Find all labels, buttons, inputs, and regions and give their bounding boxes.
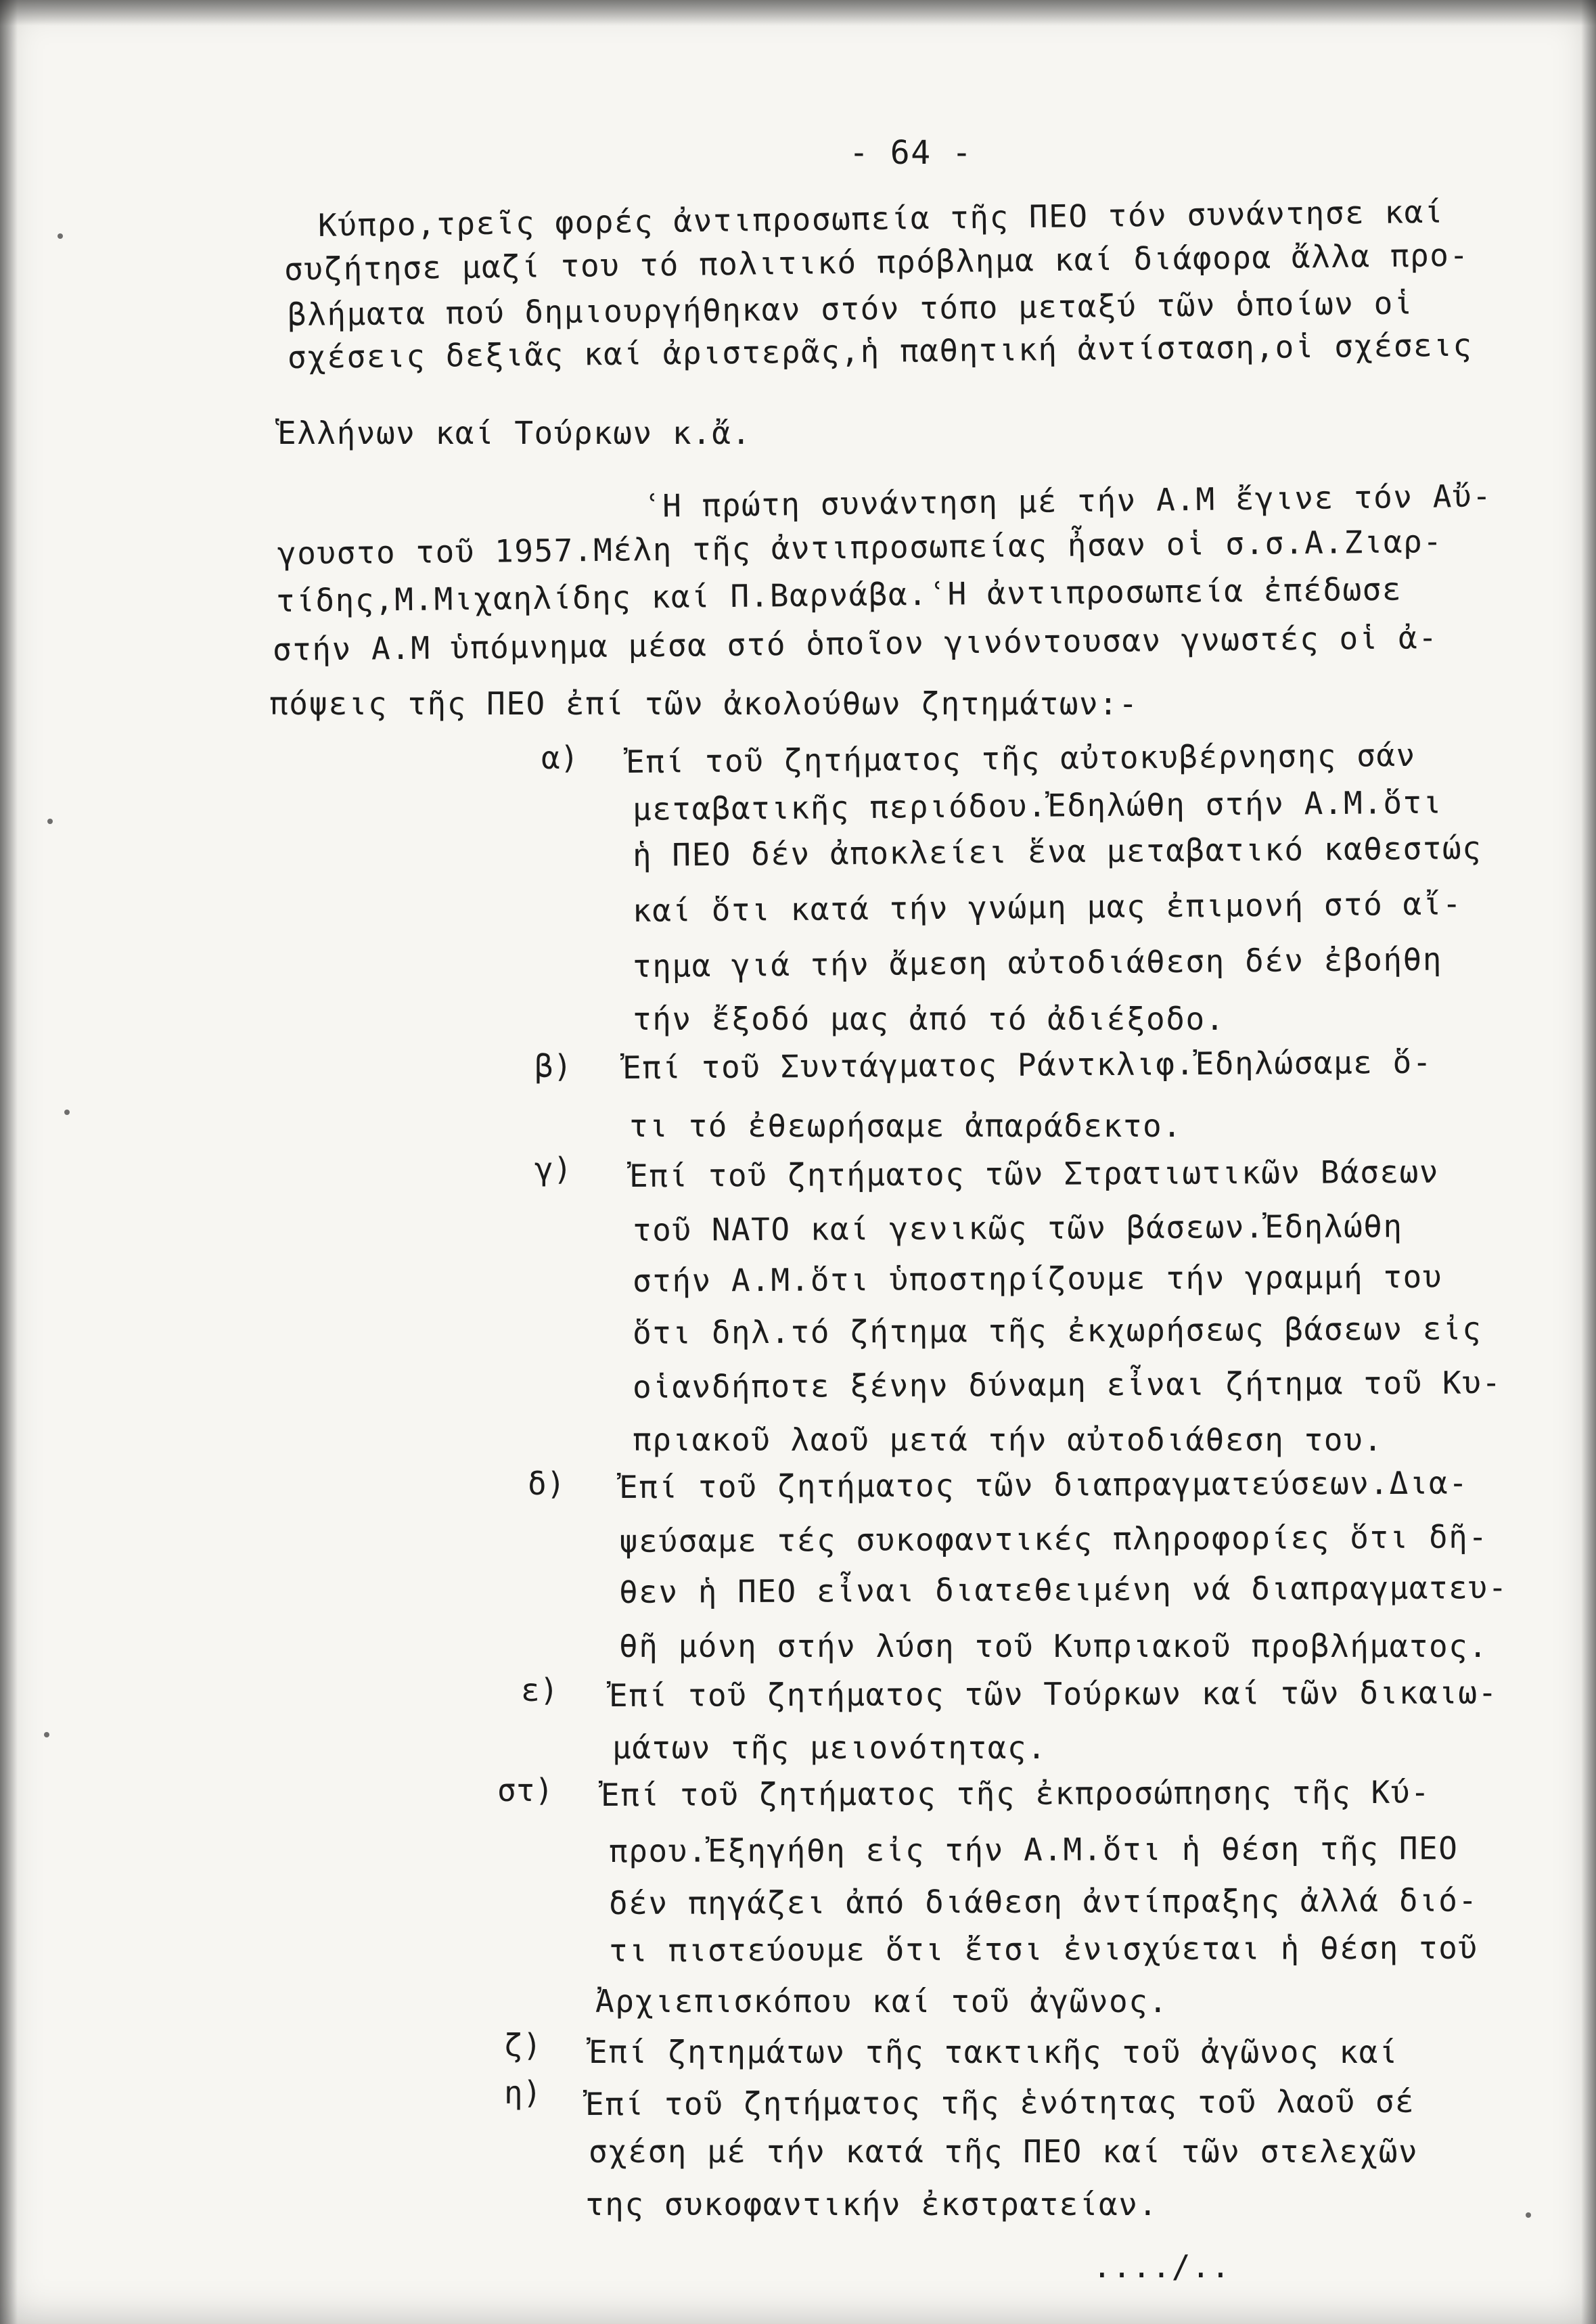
continuation-mark: ..../..	[1093, 2248, 1231, 2285]
item-line: πρου.Ἐξηγήθη εἰς τήν Α.Μ.ὅτι ἡ θέση τῆς ΠΕΟ	[608, 1829, 1459, 1869]
paragraph-line: τίδης,Μ.Μιχαηλίδης καί Π.Βαρνάβα.ʿΗ ἀντιπροσωπεία ἐπέδωσε	[275, 570, 1403, 619]
item-line: μεταβατικῆς περιόδου.Ἐδηλώθη στήν Α.Μ.ὅτι	[632, 783, 1443, 827]
intro-line: βλήματα πού δημιουργήθηκαν στόν τόπο μεταξύ τῶν ὁποίων οἱ	[287, 284, 1414, 333]
item-label: ζ)	[504, 2027, 542, 2064]
item-line: Ἐπί τοῦ ζητήματος τῆς αὐτοκυβέρνησης σάν	[625, 736, 1416, 780]
intro-line: Κύπρο,τρεῖς φορές ἀντιπροσωπεία τῆς ΠΕΟ τόν συνάντησε καί	[317, 193, 1444, 244]
item-line: Ἐπί τοῦ ζητήματος τῶν διαπραγματεύσεων.Δια-	[618, 1464, 1469, 1505]
item-label: γ)	[534, 1151, 572, 1187]
item-label: α)	[541, 739, 579, 776]
paragraph-line: γουστο τοῦ 1957.Μέλη τῆς ἀντιπροσωπείας ἦσαν οἱ σ.σ.Α.Ζιαρ-	[277, 522, 1443, 572]
item-line: πριακοῦ λαοῦ μετά τήν αὐτοδιάθεση του.	[633, 1421, 1384, 1458]
item-line: δέν πηγάζει ἀπό διάθεση ἀντίπραξης ἀλλά διό-	[608, 1882, 1478, 1921]
item-line: Ἐπί τοῦ Συντάγματος Ράντκλιφ.Ἐδηλώσαμε ὅ-	[622, 1043, 1433, 1086]
scan-shadow-right	[1581, 0, 1596, 2324]
scan-speck	[44, 1732, 49, 1737]
intro-line: σχέσεις δεξιᾶς καί ἀριστερᾶς,ἡ παθητική ἀντίσταση,οἱ σχέσεις	[287, 326, 1473, 375]
item-line: στήν Α.Μ.ὅτι ὑποστηρίζουμε τήν γραμμή του	[632, 1258, 1443, 1299]
scan-speck	[64, 1110, 70, 1115]
item-line: καί ὅτι κατά τήν γνώμη μας ἐπιμονή στό αἴ-	[632, 885, 1463, 929]
item-line: ἡ ΠΕΟ δέν ἀποκλείει ἕνα μεταβατικό καθεστώς	[632, 829, 1482, 873]
item-line: τι τό ἐθεωρήσαμε ἀπαράδεκτο.	[629, 1108, 1183, 1144]
item-line: ὅτι δηλ.τό ζήτημα τῆς ἐκχωρήσεως βάσεων εἰς	[632, 1310, 1482, 1351]
intro-line: συζήτησε μαζί του τό πολιτικό πρόβλημα καί διάφορα ἄλλα προ-	[283, 236, 1469, 288]
item-label: δ)	[528, 1465, 566, 1502]
item-line: τι πιστεύουμε ὅτι ἔτσι ἐνισχύεται ἡ θέση τοῦ	[608, 1929, 1478, 1969]
item-line: θῆ μόνη στήν λύση τοῦ Κυπριακοῦ προβλήματος.	[619, 1628, 1488, 1664]
item-line: Ἐπί τοῦ ζητήματος τῶν Στρατιωτικῶν Βάσεων	[629, 1153, 1440, 1194]
item-line: Ἐπί ζητημάτων τῆς τακτικῆς τοῦ ἀγῶνος καί	[589, 2034, 1398, 2070]
paragraph-line: ʿΗ πρώτη συνάντηση μέ τήν Α.Μ ἔγινε τόν Αὔ-	[642, 477, 1492, 524]
item-line: θεν ἡ ΠΕΟ εἶναι διατεθειμένη νά διαπραγματευ-	[618, 1569, 1508, 1610]
item-line: Ἐπί τοῦ ζητήματος τῶν Τούρκων καί τῶν δικαιω-	[608, 1674, 1498, 1714]
paragraph-line: στήν Α.Μ ὑπόμνημα μέσα στό ὁποῖον γινόντουσαν γνωστές οἱ ἀ-	[272, 618, 1438, 668]
scan-speck	[58, 233, 63, 239]
item-line: τοῦ ΝΑΤΟ καί γενικῶς τῶν βάσεων.Ἐδηλώθη	[632, 1208, 1403, 1248]
item-line: Ἐπί τοῦ ζητήματος τῆς ἑνότητας τοῦ λαοῦ σέ	[585, 2082, 1415, 2122]
item-line: τημα γιά τήν ἄμεση αὐτοδιάθεση δέν ἐβοήθη	[632, 940, 1443, 984]
item-line: τήν ἔξοδό μας ἀπό τό ἀδιέξοδο.	[633, 1001, 1225, 1037]
item-line: Ἀρχιεπισκόπου καί τοῦ ἀγῶνος.	[595, 1983, 1168, 2020]
scan-shadow-top	[0, 0, 1596, 26]
paragraph-line: πόψεις τῆς ΠΕΟ ἐπί τῶν ἀκολούθων ζητημάτων:-	[269, 685, 1139, 722]
scan-shadow-left	[0, 0, 18, 2324]
scan-speck	[47, 819, 53, 824]
intro-line: Ἑλλήνων καί Τούρκων κ.ἄ.	[277, 415, 752, 451]
item-line: ψεύσαμε τές συκοφαντικές πληροφορίες ὅτι δῆ-	[618, 1518, 1488, 1559]
item-label: η)	[504, 2074, 542, 2111]
item-label: β)	[534, 1048, 572, 1085]
item-label: στ)	[497, 1772, 554, 1808]
item-line: οἱανδήποτε ξένην δύναμη εἶναι ζήτημα τοῦ Κυ-	[632, 1364, 1502, 1405]
item-line: της συκοφαντικήν ἐκστρατείαν.	[585, 2186, 1158, 2223]
item-label: ε)	[521, 1672, 559, 1708]
page-number: - 64 -	[849, 134, 973, 172]
item-line: μάτων τῆς μειονότητας.	[612, 1729, 1047, 1766]
scan-speck	[1526, 2212, 1531, 2218]
item-line: Ἐπί τοῦ ζητήματος τῆς ἐκπροσώπησης τῆς Κύ-	[600, 1773, 1431, 1813]
item-line: σχέση μέ τήν κατά τῆς ΠΕΟ καί τῶν στελεχῶν	[589, 2133, 1419, 2170]
